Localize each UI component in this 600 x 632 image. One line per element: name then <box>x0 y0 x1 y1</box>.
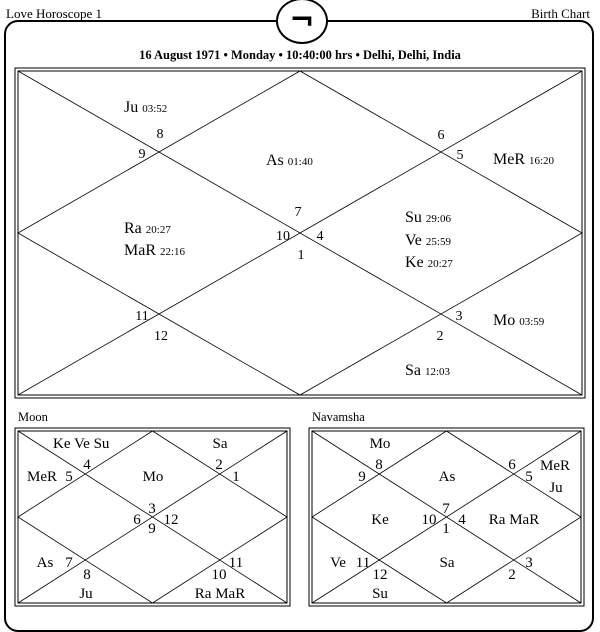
planet-label: MeR 16:20 <box>493 151 555 168</box>
sign-number: 1 <box>232 469 240 485</box>
sign-number: 4 <box>458 512 466 528</box>
planet-label: Ke Ve Su <box>53 436 110 452</box>
moon-chart-text <box>27 436 245 602</box>
sign-number: 11 <box>228 555 244 571</box>
birth-details: 16 August 1971 • Monday • 10:40:00 hrs • Delhi, Delhi, India <box>139 48 461 62</box>
planet-label: Sa <box>212 436 228 452</box>
sign-number: 11 <box>135 309 149 324</box>
sign-number: 3 <box>148 501 156 517</box>
chart-owner-title: Love Horoscope 1 <box>6 6 103 21</box>
planet-label: Ke <box>371 512 389 528</box>
planet-label: Sa <box>439 555 455 571</box>
planet-label: Mo <box>142 469 164 485</box>
sign-number: 6 <box>508 457 516 473</box>
sign-number: 8 <box>83 567 91 583</box>
sign-number: 12 <box>154 329 168 344</box>
sign-number: 2 <box>436 329 444 344</box>
sign-number: 3 <box>525 555 533 571</box>
moon-chart <box>15 428 290 606</box>
sign-number: 2 <box>215 457 223 473</box>
planet-label: Ve 25:59 <box>405 232 451 249</box>
moon-chart-label: Moon <box>18 410 48 424</box>
sign-number: 1 <box>442 521 450 537</box>
sign-number: 7 <box>442 501 450 517</box>
sign-number: 8 <box>156 127 164 142</box>
sign-number: 1 <box>297 248 305 263</box>
sign-number: 10 <box>421 512 437 528</box>
sign-number: 6 <box>133 512 141 528</box>
sign-number: 9 <box>148 521 156 537</box>
navamsha-chart-label: Navamsha <box>312 410 365 424</box>
planet-label: Ra 20:27 <box>124 220 171 237</box>
sign-number: 11 <box>355 555 371 571</box>
sign-number: 2 <box>508 567 516 583</box>
sign-number: 7 <box>294 205 302 220</box>
sign-number: 10 <box>211 567 227 583</box>
chart-type-title: Birth Chart <box>531 6 590 21</box>
sign-number: 5 <box>65 469 73 485</box>
sign-number: 9 <box>358 469 366 485</box>
planet-label: Ve <box>330 555 346 571</box>
sign-number: 3 <box>455 309 463 324</box>
sign-number: 4 <box>316 229 324 244</box>
main-chart <box>15 68 585 398</box>
sign-number: 5 <box>525 469 533 485</box>
sign-number: 6 <box>437 128 445 143</box>
sign-number: 4 <box>83 457 91 473</box>
brand-logo: ¬ <box>276 0 328 44</box>
sign-number: 8 <box>375 457 383 473</box>
planet-label: As 01:40 <box>266 152 313 169</box>
planet-label: Ke 20:27 <box>405 254 453 271</box>
planet-label: Ju 03:52 <box>124 99 168 116</box>
planet-label: MaR 22:16 <box>124 242 186 259</box>
planet-label: Ra MaR <box>194 586 246 602</box>
sign-number: 12 <box>163 512 179 528</box>
planet-label: Ra MaR <box>488 512 540 528</box>
planet-label: MeR <box>540 458 570 474</box>
planet-label: Mo 03:59 <box>493 312 545 329</box>
sign-number: 10 <box>276 229 290 244</box>
planet-label: As <box>438 469 456 485</box>
sign-number: 7 <box>65 555 73 571</box>
planet-label: Su 29:06 <box>405 209 451 226</box>
planet-label: Mo <box>369 436 391 452</box>
planet-label: Ju <box>549 480 563 496</box>
planet-label: As <box>36 555 54 571</box>
planet-label: Su <box>372 586 388 602</box>
navamsha-chart <box>309 428 584 606</box>
main-chart-text <box>124 99 555 379</box>
sign-number: 12 <box>372 567 388 583</box>
sign-number: 5 <box>456 148 464 163</box>
planet-label: MeR <box>27 469 57 485</box>
sign-number: 9 <box>138 147 146 162</box>
planet-label: Sa 12:03 <box>405 362 451 379</box>
planet-label: Ju <box>79 586 93 602</box>
